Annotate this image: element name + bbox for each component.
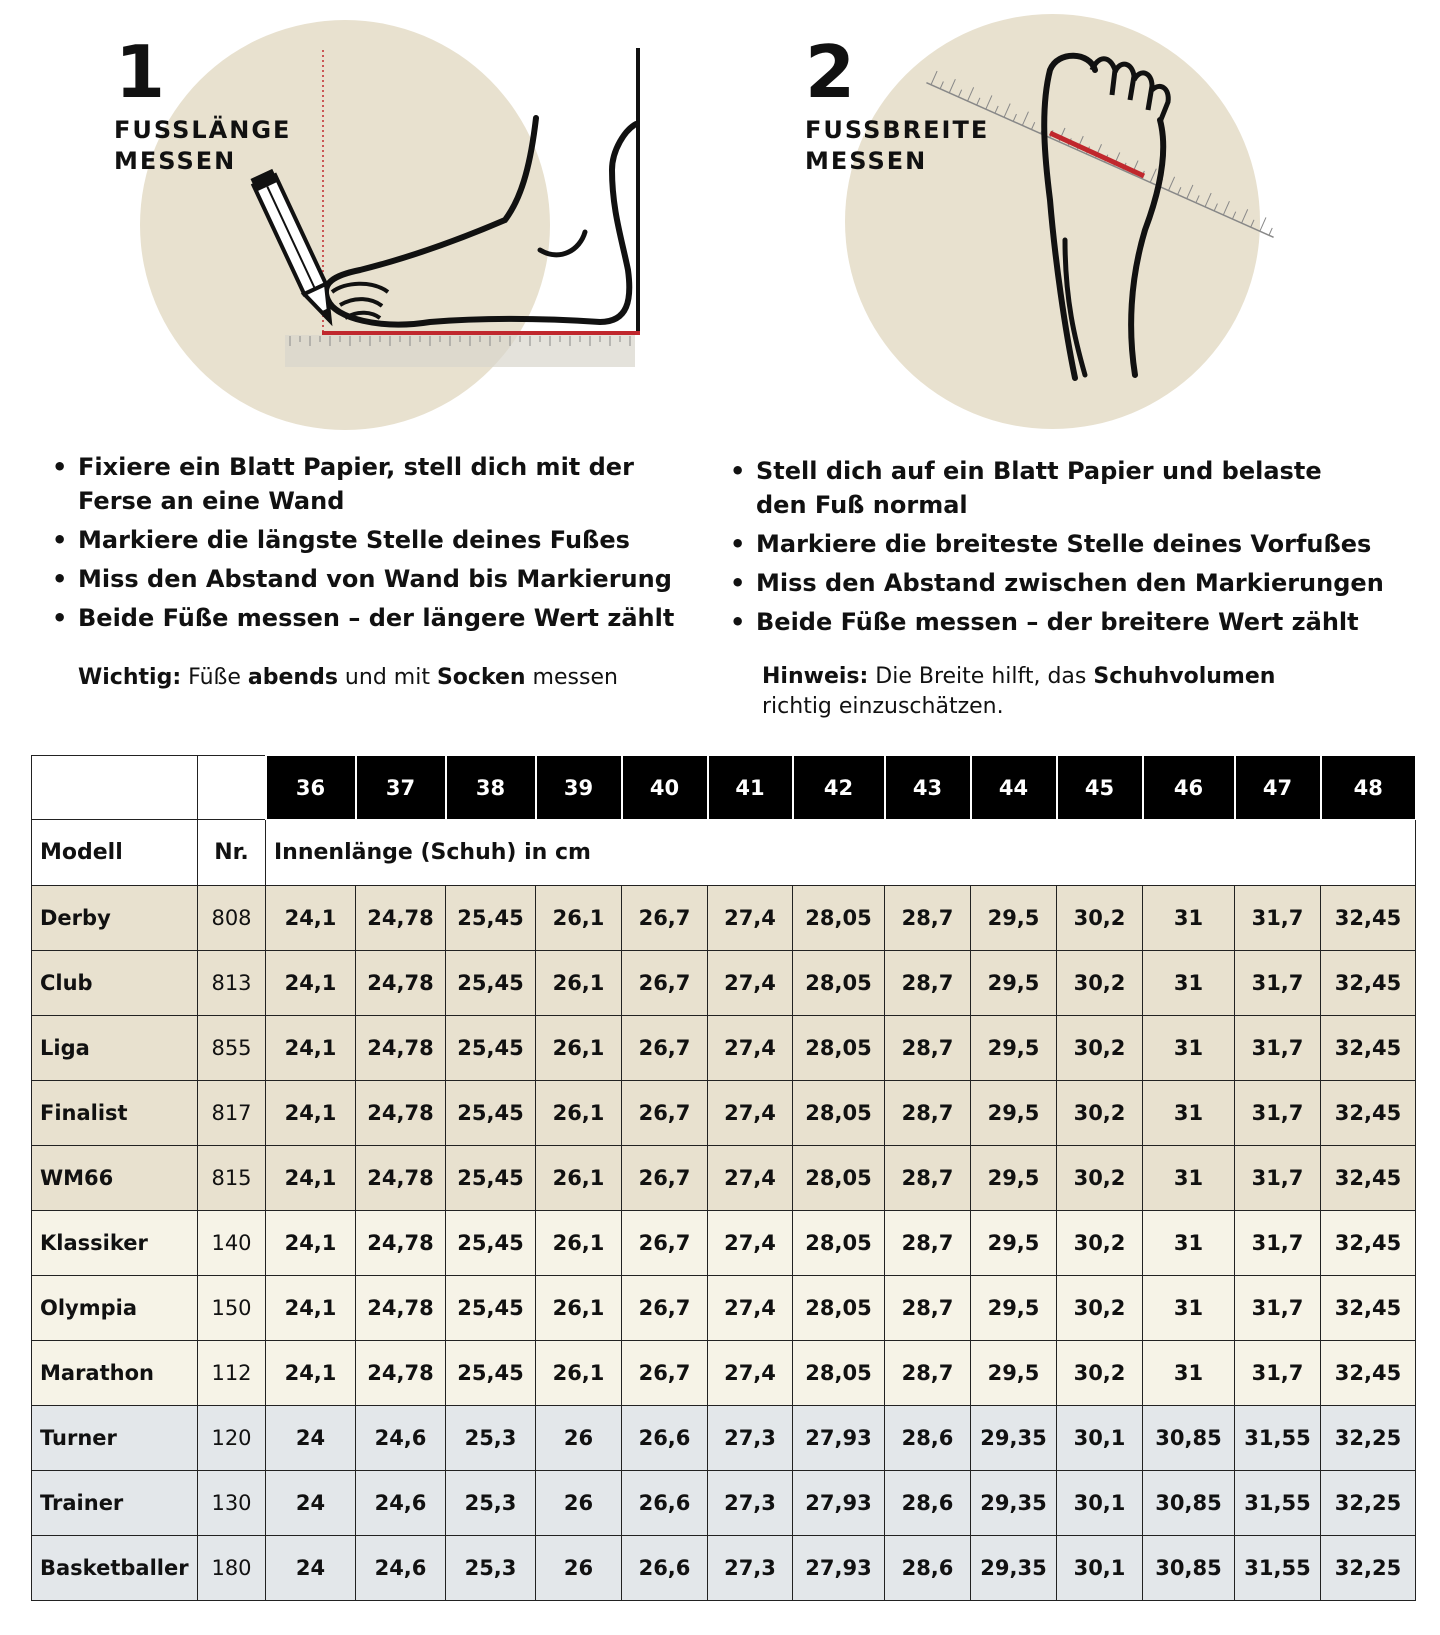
length-value-cell: 28,7 (885, 1341, 971, 1406)
length-value-cell: 24,6 (356, 1406, 446, 1471)
length-value-cell: 24,1 (266, 1341, 356, 1406)
length-value-cell: 30,1 (1057, 1406, 1143, 1471)
bullet-text: • Fixiere ein Blatt Papier, stell dich mit der (78, 453, 634, 481)
bullet-text: • Markiere die breiteste Stelle deines Vorfußes (756, 530, 1372, 558)
length-value-cell: 29,5 (971, 1341, 1057, 1406)
length-value-cell: 26,7 (622, 1341, 708, 1406)
list-item (52, 523, 692, 557)
length-value-cell: 31 (1143, 1081, 1235, 1146)
length-value-cell: 26,7 (622, 886, 708, 951)
model-number-cell: 808 (198, 886, 266, 951)
length-value-cell: 32,25 (1321, 1406, 1416, 1471)
length-value-cell: 24,1 (266, 1211, 356, 1276)
length-value-cell: 24,1 (266, 951, 356, 1016)
note-text: messen (525, 665, 618, 690)
length-value-cell: 24 (266, 1536, 356, 1601)
length-value-cell: 31,55 (1235, 1406, 1321, 1471)
step1-note (78, 663, 698, 693)
table-row (32, 1081, 1416, 1146)
length-value-cell: 28,7 (885, 886, 971, 951)
length-value-cell: 28,7 (885, 1276, 971, 1341)
length-value-cell: 27,4 (708, 886, 793, 951)
length-value-cell: 31 (1143, 1016, 1235, 1081)
table-row (32, 1536, 1416, 1601)
bullet-text: • Miss den Abstand von Wand bis Markierung (78, 565, 672, 593)
length-value-cell: 28,05 (793, 1211, 885, 1276)
length-value-cell: 25,45 (446, 1016, 536, 1081)
model-number-cell: 120 (198, 1406, 266, 1471)
length-value-cell: 29,5 (971, 1146, 1057, 1211)
length-value-cell: 24 (266, 1406, 356, 1471)
length-value-cell: 24,78 (356, 1276, 446, 1341)
length-value-cell: 31,7 (1235, 1211, 1321, 1276)
step2-title-line2: MESSEN (805, 147, 928, 175)
step-foot-length (0, 0, 720, 740)
model-name-cell: Klassiker (32, 1211, 198, 1276)
length-value-cell: 27,4 (708, 1016, 793, 1081)
step1-title-line1: FUSSLÄNGE (114, 116, 292, 144)
length-value-cell: 30,2 (1057, 1016, 1143, 1081)
length-value-cell: 26,7 (622, 1146, 708, 1211)
length-value-cell: 26,1 (536, 1341, 622, 1406)
length-value-cell: 27,4 (708, 1146, 793, 1211)
length-value-cell: 28,05 (793, 1341, 885, 1406)
length-value-cell: 27,4 (708, 1341, 793, 1406)
header-blank-cell (32, 756, 198, 820)
length-value-cell: 32,45 (1321, 1276, 1416, 1341)
size-chart-table (31, 755, 1416, 1601)
length-value-cell: 26,7 (622, 951, 708, 1016)
length-value-cell: 24,78 (356, 1016, 446, 1081)
length-value-cell: 31 (1143, 1211, 1235, 1276)
size-header-cell: 40 (622, 756, 708, 820)
table-row (32, 886, 1416, 951)
size-header-cell: 45 (1057, 756, 1143, 820)
length-value-cell: 31,7 (1235, 1016, 1321, 1081)
length-value-cell: 32,45 (1321, 1016, 1416, 1081)
length-value-cell: 24,78 (356, 886, 446, 951)
length-value-cell: 24,78 (356, 1341, 446, 1406)
column-label-nr: Nr. (198, 820, 266, 886)
length-value-cell: 31,55 (1235, 1471, 1321, 1536)
length-value-cell: 24,1 (266, 1081, 356, 1146)
length-value-cell: 25,45 (446, 1146, 536, 1211)
step2-title-line1: FUSSBREITE (805, 116, 990, 144)
length-value-cell: 29,35 (971, 1536, 1057, 1601)
length-value-cell: 29,5 (971, 951, 1057, 1016)
length-value-cell: 25,3 (446, 1536, 536, 1601)
length-value-cell: 25,45 (446, 1211, 536, 1276)
length-value-cell: 27,4 (708, 1276, 793, 1341)
length-value-cell: 26,6 (622, 1471, 708, 1536)
table-row (32, 1276, 1416, 1341)
length-value-cell: 30,85 (1143, 1471, 1235, 1536)
length-value-cell: 25,45 (446, 1081, 536, 1146)
length-value-cell: 31,55 (1235, 1536, 1321, 1601)
length-value-cell: 27,93 (793, 1471, 885, 1536)
model-name-cell: Marathon (32, 1341, 198, 1406)
bullet-text: • Miss den Abstand zwischen den Markierungen (756, 569, 1384, 597)
note-text: Füße (181, 665, 248, 690)
length-value-cell: 26,7 (622, 1276, 708, 1341)
length-value-cell: 28,7 (885, 951, 971, 1016)
length-value-cell: 30,2 (1057, 1211, 1143, 1276)
length-value-cell: 30,1 (1057, 1471, 1143, 1536)
model-name-cell: Basketballer (32, 1536, 198, 1601)
bullet-text: Ferse an eine Wand (78, 487, 345, 515)
length-value-cell: 25,45 (446, 886, 536, 951)
length-value-cell: 29,5 (971, 886, 1057, 951)
length-value-cell: 28,7 (885, 1211, 971, 1276)
length-value-cell: 24,6 (356, 1536, 446, 1601)
bullet-text: • Beide Füße messen – der breitere Wert zählt (756, 608, 1359, 636)
length-value-cell: 30,85 (1143, 1406, 1235, 1471)
length-value-cell: 31,7 (1235, 1146, 1321, 1211)
model-name-cell: Liga (32, 1016, 198, 1081)
model-number-cell: 815 (198, 1146, 266, 1211)
size-header-cell: 41 (708, 756, 793, 820)
length-value-cell: 30,85 (1143, 1536, 1235, 1601)
length-value-cell: 25,3 (446, 1471, 536, 1536)
length-value-cell: 24 (266, 1471, 356, 1536)
model-number-cell: 813 (198, 951, 266, 1016)
model-number-cell: 112 (198, 1341, 266, 1406)
size-header-cell: 36 (266, 756, 356, 820)
length-value-cell: 28,05 (793, 1146, 885, 1211)
length-value-cell: 31 (1143, 1276, 1235, 1341)
length-value-cell: 27,93 (793, 1536, 885, 1601)
length-value-cell: 29,35 (971, 1471, 1057, 1536)
length-value-cell: 29,5 (971, 1276, 1057, 1341)
length-value-cell: 28,05 (793, 1276, 885, 1341)
note-text: richtig einzuschätzen. (762, 694, 1004, 719)
bullet-text: • Markiere die längste Stelle deines Fußes (78, 526, 630, 554)
list-item (730, 566, 1410, 600)
length-value-cell: 27,3 (708, 1471, 793, 1536)
size-header-cell: 48 (1321, 756, 1416, 820)
note-text: Die Breite hilft, das (868, 664, 1094, 689)
length-value-cell: 25,45 (446, 1276, 536, 1341)
model-name-cell: Olympia (32, 1276, 198, 1341)
step-foot-width (720, 0, 1440, 740)
length-value-cell: 32,45 (1321, 886, 1416, 951)
list-item (730, 605, 1410, 639)
length-value-cell: 32,45 (1321, 951, 1416, 1016)
length-value-cell: 26 (536, 1406, 622, 1471)
column-label-model: Modell (32, 820, 198, 886)
table-row (32, 1406, 1416, 1471)
length-value-cell: 28,6 (885, 1536, 971, 1601)
step1-title (114, 115, 291, 177)
length-value-cell: 32,25 (1321, 1536, 1416, 1601)
length-value-cell: 29,5 (971, 1211, 1057, 1276)
length-value-cell: 24,78 (356, 1211, 446, 1276)
length-value-cell: 28,7 (885, 1016, 971, 1081)
model-number-cell: 140 (198, 1211, 266, 1276)
length-value-cell: 26,7 (622, 1016, 708, 1081)
note-emphasis: abends (247, 665, 338, 690)
list-item (730, 527, 1410, 561)
length-value-cell: 26,1 (536, 886, 622, 951)
length-value-cell: 24,1 (266, 1016, 356, 1081)
length-value-cell: 26,7 (622, 1081, 708, 1146)
model-number-cell: 817 (198, 1081, 266, 1146)
length-value-cell: 27,4 (708, 1081, 793, 1146)
step2-instructions (730, 454, 1410, 644)
length-value-cell: 32,45 (1321, 1341, 1416, 1406)
length-value-cell: 24,78 (356, 1081, 446, 1146)
step1-title-line2: MESSEN (114, 147, 237, 175)
length-value-cell: 32,45 (1321, 1146, 1416, 1211)
length-value-cell: 26,7 (622, 1211, 708, 1276)
length-value-cell: 26,1 (536, 1211, 622, 1276)
list-item (730, 454, 1410, 522)
length-value-cell: 30,2 (1057, 951, 1143, 1016)
model-name-cell: Club (32, 951, 198, 1016)
length-value-cell: 31,7 (1235, 1276, 1321, 1341)
length-value-cell: 26,1 (536, 1016, 622, 1081)
list-item (52, 562, 692, 596)
length-value-cell: 29,5 (971, 1081, 1057, 1146)
length-value-cell: 26,1 (536, 1276, 622, 1341)
note-emphasis: Socken (436, 665, 526, 690)
length-value-cell: 30,2 (1057, 1146, 1143, 1211)
bullet-text: den Fuß normal (756, 491, 968, 519)
model-name-cell: Turner (32, 1406, 198, 1471)
length-value-cell: 26,6 (622, 1406, 708, 1471)
length-value-cell: 24,78 (356, 1146, 446, 1211)
length-value-cell: 29,5 (971, 1016, 1057, 1081)
length-value-cell: 27,4 (708, 1211, 793, 1276)
length-value-cell: 24,1 (266, 1276, 356, 1341)
table-row (32, 1146, 1416, 1211)
size-header-cell: 46 (1143, 756, 1235, 820)
length-value-cell: 24,78 (356, 951, 446, 1016)
length-value-cell: 26 (536, 1471, 622, 1536)
step1-instructions (52, 450, 692, 640)
size-header-cell: 37 (356, 756, 446, 820)
size-header-cell: 42 (793, 756, 885, 820)
size-header-cell: 47 (1235, 756, 1321, 820)
length-value-cell: 28,6 (885, 1406, 971, 1471)
model-name-cell: WM66 (32, 1146, 198, 1211)
length-value-cell: 28,05 (793, 1081, 885, 1146)
length-value-cell: 24,1 (266, 1146, 356, 1211)
size-header-cell: 39 (536, 756, 622, 820)
length-value-cell: 30,2 (1057, 1341, 1143, 1406)
length-value-cell: 26,6 (622, 1536, 708, 1601)
length-value-cell: 27,93 (793, 1406, 885, 1471)
length-value-cell: 26,1 (536, 1146, 622, 1211)
model-number-cell: 130 (198, 1471, 266, 1536)
length-value-cell: 26 (536, 1536, 622, 1601)
size-header-cell: 43 (885, 756, 971, 820)
length-value-cell: 30,2 (1057, 886, 1143, 951)
model-number-cell: 855 (198, 1016, 266, 1081)
length-value-cell: 27,3 (708, 1406, 793, 1471)
list-item (52, 450, 692, 518)
note-line (762, 662, 1402, 692)
length-value-cell: 26,1 (536, 1081, 622, 1146)
table-row (32, 1211, 1416, 1276)
header-blank-cell (198, 756, 266, 820)
length-value-cell: 28,05 (793, 886, 885, 951)
model-number-cell: 150 (198, 1276, 266, 1341)
size-header-cell: 38 (446, 756, 536, 820)
length-value-cell: 31,7 (1235, 1081, 1321, 1146)
length-value-cell: 30,1 (1057, 1536, 1143, 1601)
list-item (52, 601, 692, 635)
model-name-cell: Trainer (32, 1471, 198, 1536)
table-row (32, 951, 1416, 1016)
foot-side-length-icon (0, 0, 720, 440)
note-text: und mit (337, 665, 437, 690)
length-value-cell: 24,6 (356, 1471, 446, 1536)
length-value-cell: 25,45 (446, 951, 536, 1016)
size-header-row (32, 756, 1416, 820)
length-value-cell: 28,7 (885, 1081, 971, 1146)
note-label: Hinweis: (762, 664, 869, 689)
model-name-cell: Derby (32, 886, 198, 951)
length-value-cell: 28,6 (885, 1471, 971, 1536)
table-row (32, 1341, 1416, 1406)
length-value-cell: 30,2 (1057, 1276, 1143, 1341)
length-value-cell: 31 (1143, 1341, 1235, 1406)
length-value-cell: 27,3 (708, 1536, 793, 1601)
length-value-cell: 32,45 (1321, 1211, 1416, 1276)
note-label: Wichtig: (78, 665, 182, 690)
note-emphasis: Schuhvolumen (1093, 664, 1276, 689)
model-name-cell: Finalist (32, 1081, 198, 1146)
length-value-cell: 31,7 (1235, 951, 1321, 1016)
length-value-cell: 27,4 (708, 951, 793, 1016)
bullet-text: • Beide Füße messen – der längere Wert zählt (78, 604, 675, 632)
length-value-cell: 29,35 (971, 1406, 1057, 1471)
length-value-cell: 28,05 (793, 951, 885, 1016)
length-value-cell: 30,2 (1057, 1081, 1143, 1146)
step2-note (762, 662, 1402, 722)
length-value-cell: 31,7 (1235, 886, 1321, 951)
column-label-values: Innenlänge (Schuh) in cm (266, 820, 1416, 886)
length-value-cell: 24,1 (266, 886, 356, 951)
table-row (32, 1471, 1416, 1536)
length-value-cell: 31 (1143, 1146, 1235, 1211)
step1-number: 1 (115, 30, 166, 114)
table-row (32, 1016, 1416, 1081)
length-value-cell: 28,7 (885, 1146, 971, 1211)
step2-title (805, 115, 989, 177)
length-value-cell: 26,1 (536, 951, 622, 1016)
column-label-row (32, 820, 1416, 886)
step2-number: 2 (805, 30, 856, 114)
length-value-cell: 31 (1143, 886, 1235, 951)
length-value-cell: 31,7 (1235, 1341, 1321, 1406)
length-value-cell: 32,25 (1321, 1471, 1416, 1536)
length-value-cell: 31 (1143, 951, 1235, 1016)
length-value-cell: 25,45 (446, 1341, 536, 1406)
model-number-cell: 180 (198, 1536, 266, 1601)
size-header-cell: 44 (971, 756, 1057, 820)
length-value-cell: 32,45 (1321, 1081, 1416, 1146)
length-value-cell: 25,3 (446, 1406, 536, 1471)
bullet-text: • Stell dich auf ein Blatt Papier und belaste (756, 457, 1322, 485)
length-value-cell: 28,05 (793, 1016, 885, 1081)
